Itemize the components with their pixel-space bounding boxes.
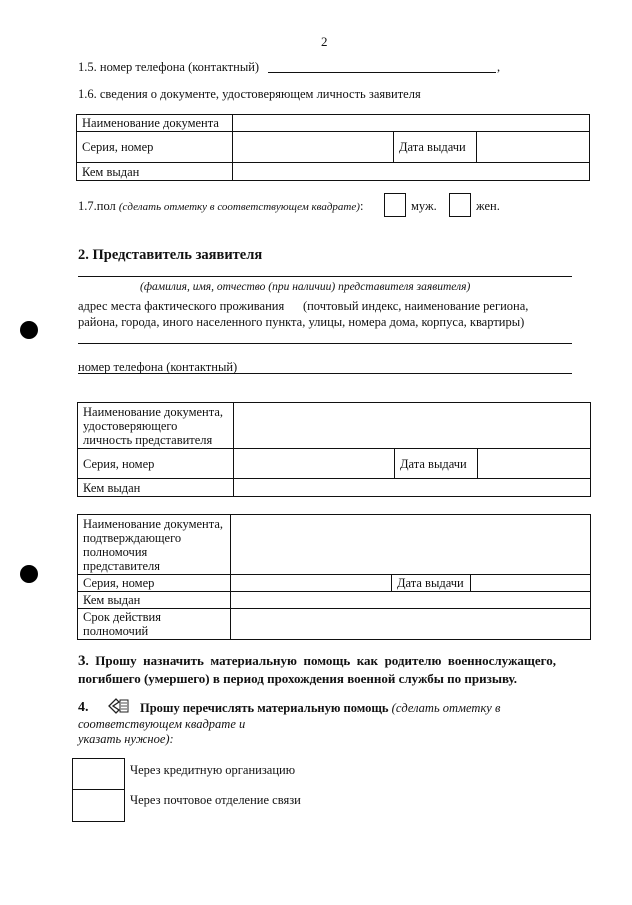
binder-hole xyxy=(20,321,38,339)
representative-title: 2. Представитель заявителя xyxy=(78,247,263,263)
phone-label: 1.5. номер телефона (контактный) xyxy=(78,60,260,74)
female-label: жен. xyxy=(476,199,500,213)
binder-hole xyxy=(20,565,38,583)
address-label-line2: района, города, иного населенного пункта, улицы, номера дома, корпуса, квартиры) xyxy=(78,315,525,329)
doc-name-label: Наименование документа xyxy=(77,115,233,132)
female-checkbox[interactable] xyxy=(449,193,471,217)
series-label: Серия, номер xyxy=(77,132,233,163)
issued-by-label: Кем выдан xyxy=(77,163,233,181)
authority-doc-table xyxy=(77,514,591,640)
option-post-label: Через почтовое отделение связи xyxy=(130,793,301,807)
section-3-body: . Прошу назначить материальную помощь как родителю военнослужащего, погибшего (умершего) в период прохождения военной службы по призыву. xyxy=(78,653,556,686)
option-bank-label: Через кредитную организацию xyxy=(130,763,296,777)
address-input-line[interactable] xyxy=(78,343,572,344)
male-checkbox[interactable] xyxy=(384,193,406,217)
auth-issued-by-label: Кем выдан xyxy=(78,592,231,609)
section-4-hint-c: указать нужное): xyxy=(78,732,174,746)
id-doc-section-label: 1.6. сведения о документе, удостоверяющем личность заявителя xyxy=(78,87,421,101)
option-bank-checkbox[interactable] xyxy=(72,758,125,791)
phone-input-line[interactable] xyxy=(268,72,496,73)
issued-by-field[interactable] xyxy=(233,163,590,181)
issue-date-label: Дата выдачи xyxy=(394,132,477,163)
section-4-hint-a: (сделать отметку в xyxy=(391,701,501,715)
representative-id-table xyxy=(77,402,591,497)
series-field[interactable] xyxy=(233,132,394,163)
section-4-number: 4. xyxy=(78,700,89,715)
section-4-hint-b: соответствующем квадрате и xyxy=(78,717,246,731)
section-3-text xyxy=(78,652,556,687)
auth-issue-date-label: Дата выдачи xyxy=(392,575,471,592)
auth-series-label: Серия, номер xyxy=(78,575,231,592)
applicant-id-table xyxy=(76,114,590,181)
section-4-title: Прошу перечислять материальную помощь xyxy=(140,701,389,715)
rep-series-label: Серия, номер xyxy=(78,449,234,479)
auth-series-field[interactable] xyxy=(231,575,392,592)
auth-doc-name-label: Наименование документа, подтверждающего полномочия представителя xyxy=(78,515,231,575)
gender-colon: : xyxy=(359,199,364,213)
option-post-checkbox[interactable] xyxy=(72,789,125,822)
rep-doc-name-field[interactable] xyxy=(234,403,591,449)
auth-validity-label: Срок действия полномочий xyxy=(78,609,231,640)
section-3-number: 3 xyxy=(78,653,86,669)
gender-hint: (сделать отметку в соответствующем квадрате) xyxy=(118,201,360,213)
rep-series-field[interactable] xyxy=(234,449,395,479)
address-label-line1: адрес места фактического проживания (почтовый индекс, наименование региона, xyxy=(78,299,529,313)
male-label: муж. xyxy=(411,199,437,213)
auth-doc-name-field[interactable] xyxy=(231,515,591,575)
page-number: 2 xyxy=(321,34,328,49)
gender-row xyxy=(78,199,363,215)
section-4-heading xyxy=(140,700,500,716)
rep-issue-date-field[interactable] xyxy=(478,449,591,479)
rep-doc-name-label: Наименование документа, удостоверяющего личность представителя xyxy=(78,403,234,449)
stamp-icon xyxy=(107,697,129,715)
auth-issued-by-field[interactable] xyxy=(231,592,591,609)
representative-fio-hint: (фамилия, имя, отчество (при наличии) представителя заявителя) xyxy=(140,281,471,293)
doc-name-field[interactable] xyxy=(233,115,590,132)
representative-phone-line[interactable] xyxy=(78,373,572,374)
rep-issue-date-label: Дата выдачи xyxy=(395,449,478,479)
gender-prefix: 1.7.пол xyxy=(78,199,116,213)
phone-comma: , xyxy=(497,60,501,74)
issue-date-field[interactable] xyxy=(477,132,590,163)
representative-phone-label: номер телефона (контактный) xyxy=(78,360,238,374)
auth-issue-date-field[interactable] xyxy=(471,575,591,592)
rep-issued-by-field[interactable] xyxy=(234,479,591,497)
auth-validity-field[interactable] xyxy=(231,609,591,640)
representative-fio-line[interactable] xyxy=(78,276,572,277)
rep-issued-by-label: Кем выдан xyxy=(78,479,234,497)
